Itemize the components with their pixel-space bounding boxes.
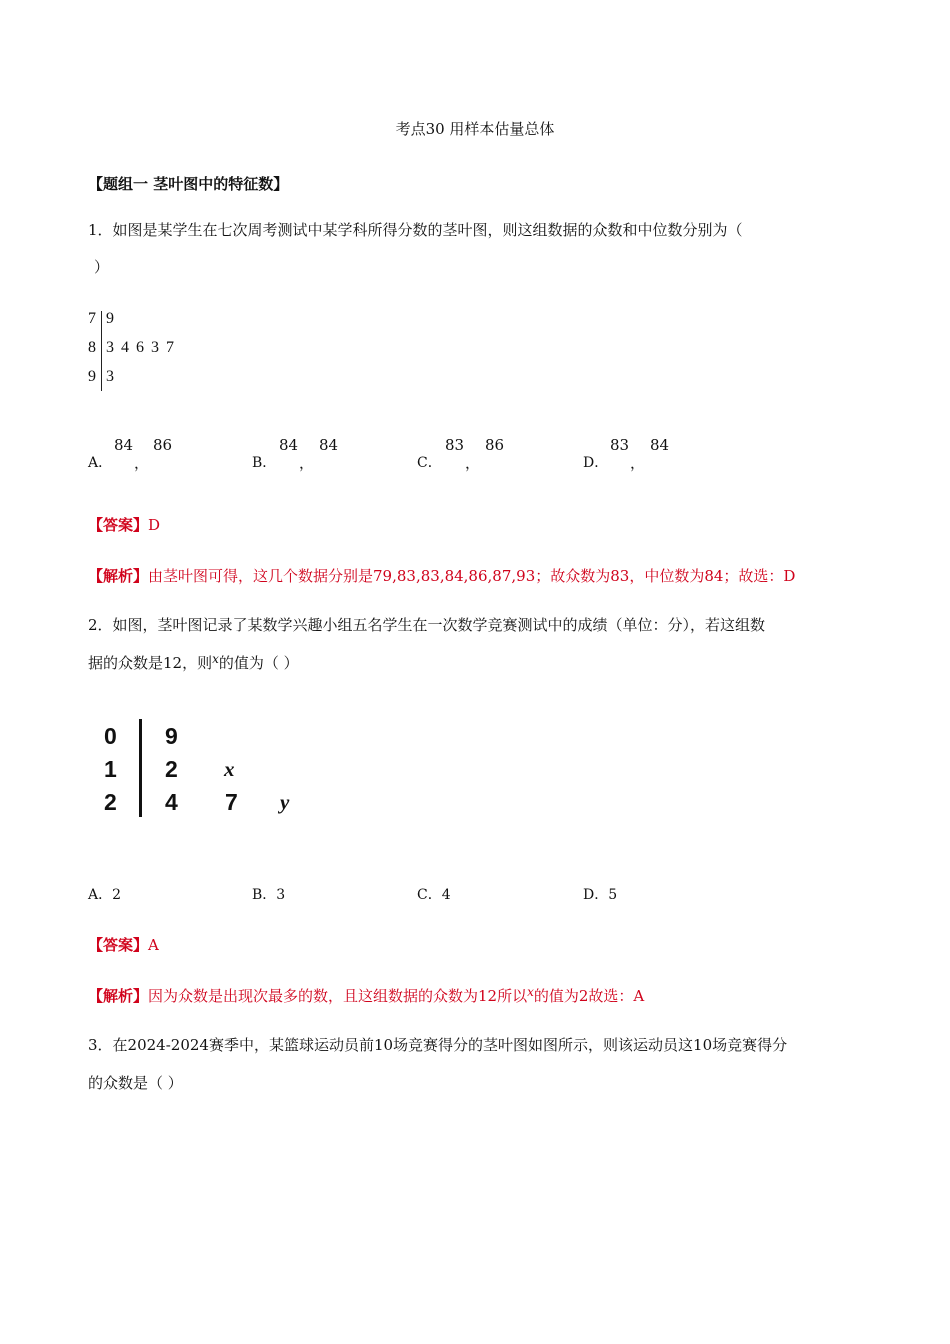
q1-stem-divider: [101, 311, 102, 391]
q2-answer-tag: 【答案】: [88, 936, 149, 954]
q1-leaves: 3: [106, 368, 114, 385]
q2-option-b[interactable]: B．3: [252, 887, 286, 903]
q2-stem-divider: [139, 719, 142, 817]
q2-answer-value: A: [148, 936, 159, 954]
q1-answer-tag: 【答案】: [88, 516, 149, 534]
q2-analysis-variable-x: x: [527, 985, 534, 999]
q2-analysis-text-a: 因为众数是出现次最多的数，且这组数据的众数为12所以: [148, 987, 528, 1005]
q2-leaf: 9: [165, 723, 178, 749]
q1-leaves: 9: [106, 310, 114, 327]
q1-stem: 7: [88, 310, 96, 327]
q1-option-c-value1: 83: [445, 436, 465, 454]
q2-answer: [88, 934, 159, 955]
q3-text-line2: 的众数是（ ）: [88, 1074, 183, 1092]
q1-option-b-value1: 84: [279, 436, 299, 454]
q1-option-a-value1: 84: [114, 436, 134, 454]
q2-variable-x: x: [212, 652, 219, 666]
q2-stem: 2: [104, 789, 117, 815]
q1-stem: 9: [88, 368, 96, 385]
q2-leaf: 2: [165, 756, 178, 782]
q2-leaf-variable-x: x: [224, 757, 235, 781]
q2-text-line2-b: 的值为（ ）: [218, 654, 299, 672]
q1-option-c-value2: 86: [485, 436, 505, 454]
q2-text-line2-a: 据的众数是12，则: [88, 654, 213, 672]
q1-analysis-tag: 【解析】: [88, 567, 149, 585]
q2-option-c[interactable]: C．4: [417, 887, 451, 903]
q1-text-line2: ）: [94, 258, 110, 276]
q2-leaf-variable-y: y: [280, 790, 290, 814]
q1-text-line1: 1．如图是某学生在七次周考测试中某学科所得分数的茎叶图，则这组数据的众数和中位数分别为（: [88, 221, 743, 239]
q2-analysis-tag: 【解析】: [88, 987, 149, 1005]
q1-answer: [88, 514, 160, 535]
q1-option-d-value2: 84: [650, 436, 670, 454]
q2-leaf: 7: [225, 789, 238, 815]
q1-analysis: [88, 565, 795, 586]
page-title: 考点30 用样本估量总体: [395, 120, 555, 138]
q1-option-a-value2: 86: [153, 436, 173, 454]
q2-text-line2: [88, 646, 299, 681]
q2-stem: 1: [104, 756, 117, 782]
q2-option-a[interactable]: A．2: [88, 887, 122, 903]
q1-option-c-sep: ，: [465, 454, 481, 472]
q1-option-a-label[interactable]: A．: [88, 455, 113, 471]
q1-option-d-sep: ，: [630, 454, 646, 472]
q1-option-b-label[interactable]: B．: [252, 455, 277, 471]
q1-stem: 8: [88, 339, 96, 356]
q2-option-d[interactable]: D．5: [583, 887, 618, 903]
q2-stem: 0: [104, 723, 117, 749]
q1-option-d-label[interactable]: D．: [583, 455, 609, 471]
q1-option-b-value2: 84: [319, 436, 339, 454]
q3-text-line1: 3．在2024-2024赛季中，某篮球运动员前10场竞赛得分的茎叶图如图所示，则该运动员这10场竞赛得分: [88, 1036, 788, 1054]
q2-analysis-text-b: 的值为2故选：A: [533, 987, 645, 1005]
q1-option-b-sep: ，: [299, 454, 315, 472]
q2-analysis: [88, 985, 644, 1006]
q2-text-line1: 2．如图，茎叶图记录了某数学兴趣小组五名学生在一次数学竞赛测试中的成绩（单位：分），若这组数: [88, 616, 766, 634]
q1-analysis-text: 由茎叶图可得，这几个数据分别是79,83,83,84,86,87,93；故众数为83，中位数为84；故选：D: [148, 567, 796, 585]
group-heading: 【题组一 茎叶图中的特征数】: [88, 175, 289, 193]
q1-option-c-label[interactable]: C．: [417, 455, 442, 471]
q1-leaves: 3 4 6 3 7: [106, 339, 174, 356]
q1-option-d-value1: 83: [610, 436, 630, 454]
q1-option-a-sep: ，: [134, 454, 150, 472]
q2-leaf: 4: [165, 789, 178, 815]
q1-answer-value: D: [148, 516, 161, 534]
